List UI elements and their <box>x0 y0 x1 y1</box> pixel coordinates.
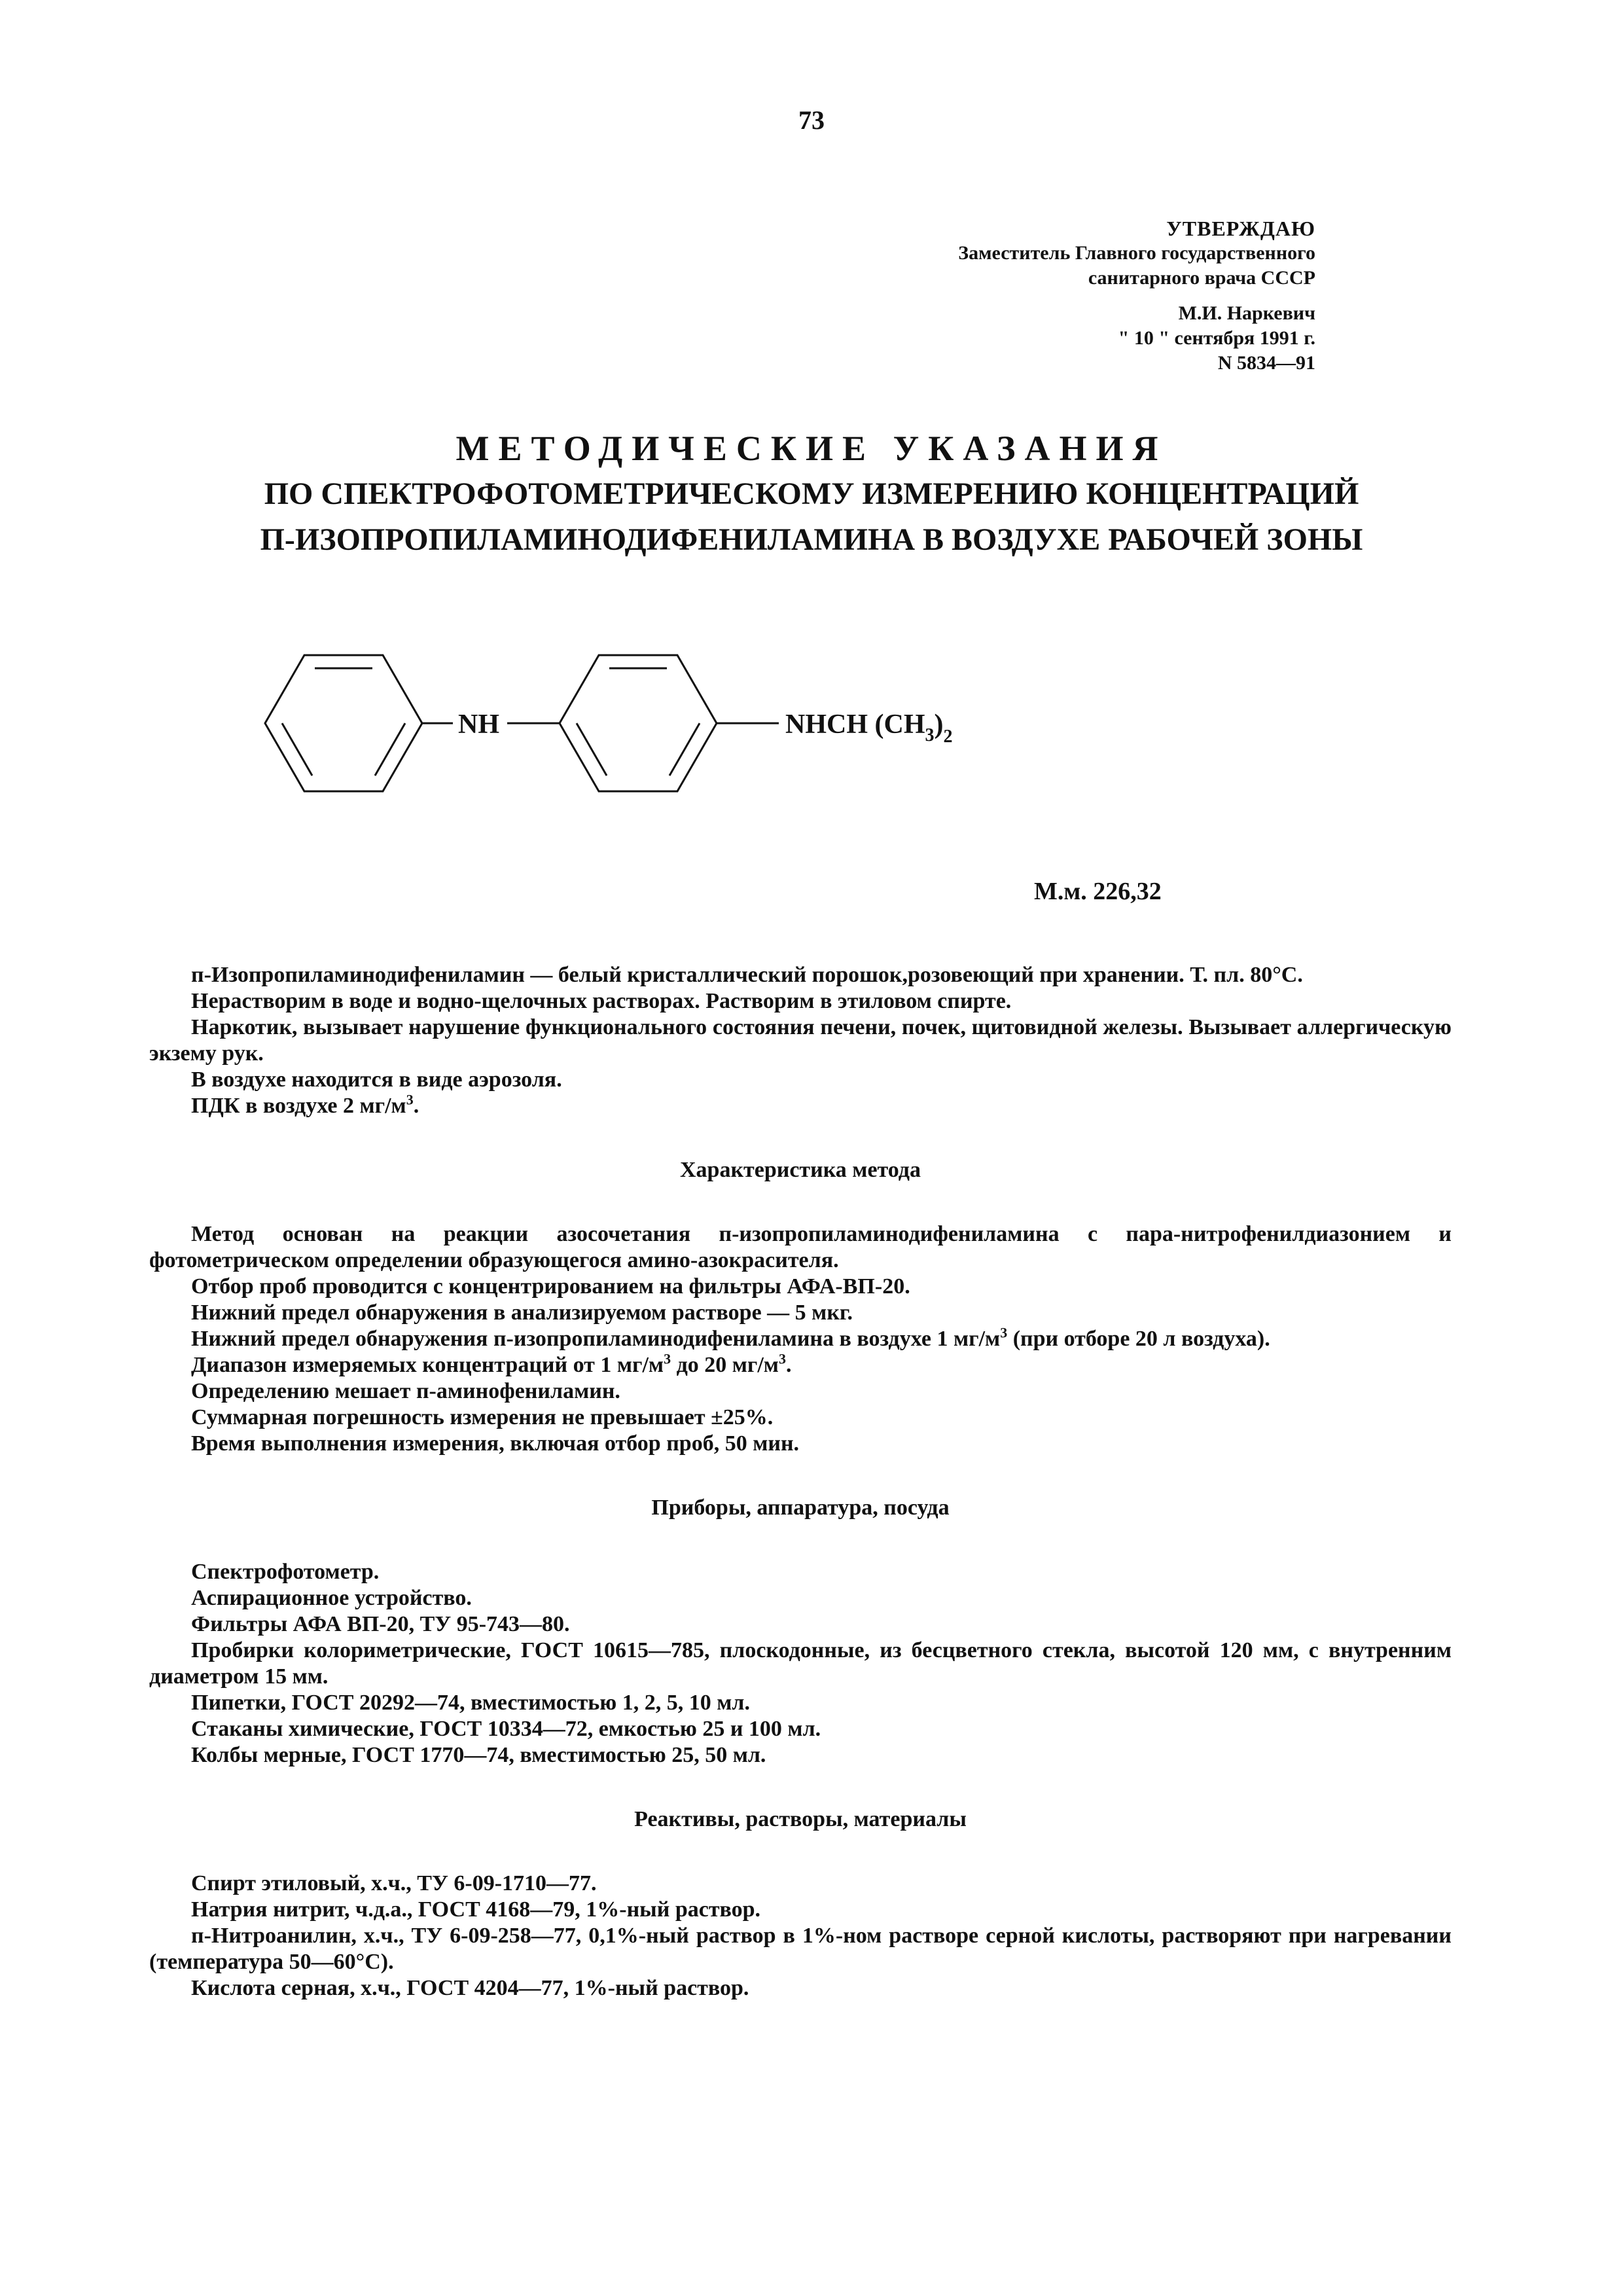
approval-position-line: Заместитель Главного государственного <box>958 242 1315 264</box>
method-p4-sup: 3 <box>1000 1324 1008 1341</box>
substituent-sub-3: 3 <box>925 725 935 745</box>
molecular-mass: М.м. 226,32 <box>1034 878 1162 905</box>
benzene-ring-right <box>560 655 717 791</box>
approval-date: " 10 " сентября 1991 г. <box>1118 327 1315 349</box>
method-p5-a: Диапазон измеряемых концентраций от 1 мг/м <box>191 1353 664 1377</box>
equipment-item: Аспирационное устройство. <box>191 1586 472 1610</box>
pdk-end: . <box>413 1094 419 1118</box>
structural-formula <box>236 615 1086 831</box>
method-p5-c: . <box>785 1353 792 1377</box>
pdk-sup: 3 <box>406 1091 414 1108</box>
method-p5-b: до 20 мг/м <box>671 1353 779 1377</box>
equipment-item: Спектрофотометр. <box>191 1560 380 1584</box>
substituent-label <box>785 709 953 747</box>
method-p5-sup-2: 3 <box>778 1350 786 1367</box>
substituent-main: NHCH (CH <box>785 709 925 740</box>
method-p4-b: (при отборе 20 л воздуха). <box>1007 1327 1270 1351</box>
section-heading-reagents: Реактивы, растворы, материалы <box>634 1807 967 1831</box>
approval-position-line-2: санитарного врача СССР <box>1088 267 1315 289</box>
section-heading-equipment: Приборы, аппаратура, посуда <box>651 1496 950 1520</box>
title-line-2: ПО СПЕКТРОФОТОМЕТРИЧЕСКОМУ ИЗМЕРЕНИЮ КОНЦЕНТРАЦИЙ <box>264 476 1359 511</box>
title-line-1: МЕТОДИЧЕСКИЕ УКАЗАНИЯ <box>455 429 1168 468</box>
intro-paragraph-5 <box>149 1093 1452 1119</box>
document-title <box>131 425 1492 563</box>
page-number: 73 <box>798 105 825 135</box>
method-paragraph-7: Суммарная погрешность измерения не превышает ±25%. <box>191 1405 774 1429</box>
equipment-item: Стаканы химические, ГОСТ 10334—72, емкостью 25 и 100 мл. <box>191 1717 821 1741</box>
nh-label: NH <box>458 709 499 740</box>
equipment-item: Колбы мерные, ГОСТ 1770—74, вместимостью 25, 50 мл. <box>191 1743 766 1767</box>
intro-paragraph-3: Наркотик, вызывает нарушение функционального состояния печени, почек, щитовидной железы. Вызывает аллергическую экзему рук. <box>149 1015 1452 1066</box>
equipment-item: Фильтры АФА ВП-20, ТУ 95-743—80. <box>191 1612 570 1636</box>
document-body <box>149 962 1452 2001</box>
equipment-item: Пипетки, ГОСТ 20292—74, вместимостью 1, 2, 5, 10 мл. <box>191 1691 751 1715</box>
substituent-sub-2: 2 <box>943 726 953 747</box>
ring-left-double-bond-3 <box>375 723 405 776</box>
reagent-item: Спирт этиловый, х.ч., ТУ 6-09-1710—77. <box>191 1871 597 1895</box>
ring-right-double-bond-2 <box>577 723 607 776</box>
section-heading-method: Характеристика метода <box>679 1158 921 1182</box>
intro-paragraph-1: п-Изопропиламинодифениламин — белый кристаллический порошок,розовеющий при хранении. Т. пл. 80°С. <box>191 963 1303 987</box>
method-paragraph-8: Время выполнения измерения, включая отбор проб, 50 мин. <box>191 1431 800 1456</box>
method-p5-sup-1: 3 <box>664 1350 671 1367</box>
method-paragraph-2: Отбор проб проводится с концентрированием на фильтры АФА-ВП-20. <box>191 1274 910 1299</box>
reagent-item: Кислота серная, х.ч., ГОСТ 4204—77, 1%-ный раствор. <box>191 1976 749 2000</box>
title-line-3: П-ИЗОПРОПИЛАМИНОДИФЕНИЛАМИНА В ВОЗДУХЕ РАБОЧЕЙ ЗОНЫ <box>260 522 1363 557</box>
method-p4-a: Нижний предел обнаружения п-изопропиламинодифениламина в воздухе 1 мг/м <box>191 1327 1001 1351</box>
method-paragraph-1: Метод основан на реакции азосочетания п-изопропиламинодифениламина с пара-нитрофенилдиазонием и фотометрическом определении образующегося амино-азокрасителя. <box>149 1222 1452 1272</box>
benzene-ring-left <box>265 655 422 791</box>
approval-number: N 5834—91 <box>1217 352 1315 374</box>
reagent-item: Натрия нитрит, ч.д.а., ГОСТ 4168—79, 1%-ный раствор. <box>191 1897 761 1922</box>
intro-paragraph-2: Нерастворим в воде и водно-щелочных растворах. Растворим в этиловом спирте. <box>191 989 1012 1013</box>
method-paragraph-5 <box>149 1352 1452 1378</box>
approval-heading: УТВЕРЖДАЮ <box>1166 217 1315 240</box>
equipment-item: Пробирки колориметрические, ГОСТ 10615—785, плоскодонные, из бесцветного стекла, высотой 120 мм, с внутренним диаметром 15 мм. <box>149 1638 1452 1689</box>
method-paragraph-6: Определению мешает п-аминофениламин. <box>191 1379 620 1403</box>
substituent-close: ) <box>934 709 944 740</box>
method-paragraph-3: Нижний предел обнаружения в анализируемом растворе — 5 мкг. <box>191 1300 853 1325</box>
intro-paragraph-4: В воздухе находится в виде аэрозоля. <box>191 1067 562 1092</box>
ring-right-double-bond-3 <box>669 723 700 776</box>
ring-left-double-bond-2 <box>282 723 312 776</box>
method-paragraph-4 <box>149 1326 1452 1352</box>
approval-stamp <box>792 216 1315 376</box>
structural-formula-drawing <box>236 615 1086 831</box>
approval-signatory: М.И. Наркевич <box>1178 302 1315 324</box>
pdk-text: ПДК в воздухе 2 мг/м <box>191 1094 406 1118</box>
reagent-item: п-Нитроанилин, х.ч., ТУ 6-09-258—77, 0,1%-ный раствор в 1%-ном растворе серной кислоты, растворяют при нагревании (температура 50—60°С). <box>149 1924 1452 1974</box>
